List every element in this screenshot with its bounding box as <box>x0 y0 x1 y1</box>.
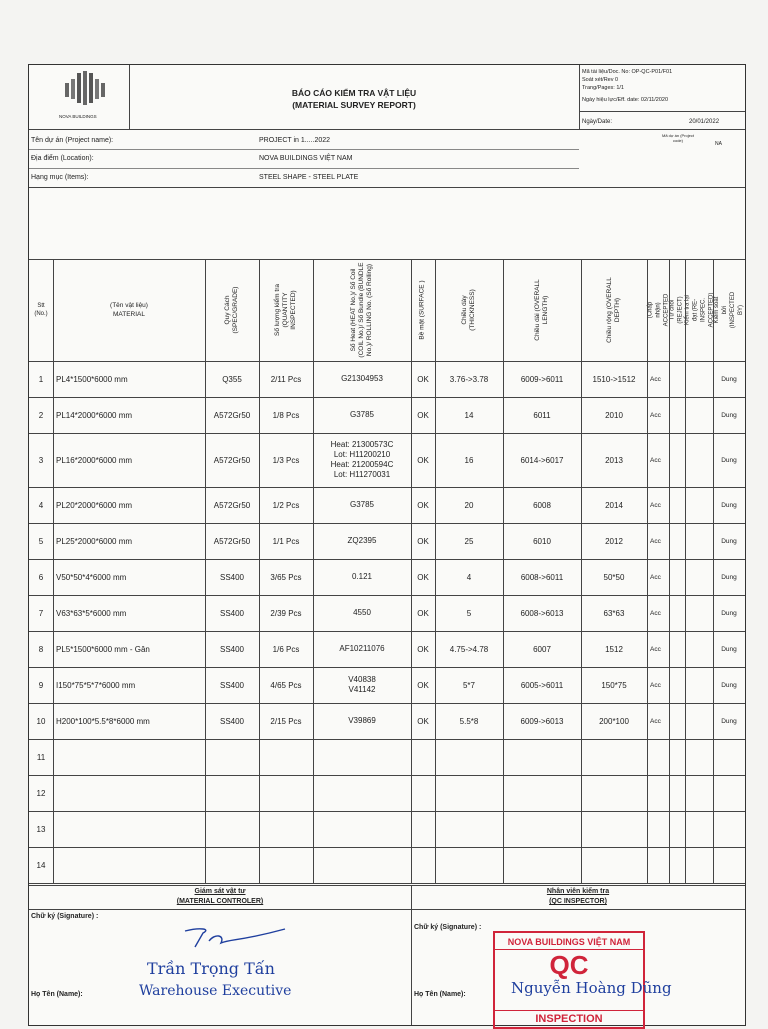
cell-depth: 2013 <box>605 455 623 465</box>
cell-heat <box>313 703 411 739</box>
cell-thickness <box>435 811 503 847</box>
material-controller-title-vi: Giám sát vật tư <box>194 888 246 895</box>
cell-no: 2 <box>38 410 44 420</box>
cell-spec <box>205 775 259 811</box>
cell-qty: 1/8 Pcs <box>272 410 300 420</box>
cell-reject <box>669 631 685 667</box>
cell-spec: SS400 <box>219 572 245 582</box>
cell-reinspec <box>685 667 713 703</box>
cell-reinspec <box>685 811 713 847</box>
cell-surface: OK <box>417 680 429 690</box>
cell-reinspec <box>685 487 713 523</box>
cell-length: 6014->6017 <box>520 455 564 465</box>
col-header-inspected-by: Kiểm soát bởi (INSPECTED BY) <box>714 291 745 329</box>
col-header-accepted: (Chấp nhận) ACCEPTED <box>647 293 670 327</box>
cell-inspected-by: Dung <box>721 573 737 581</box>
cell-qty <box>259 775 313 811</box>
cell-length: 6009->6013 <box>520 716 564 726</box>
cell-qty: 1/3 Pcs <box>272 455 300 465</box>
cell-reject <box>669 775 685 811</box>
heat-number: G21304953 <box>341 374 383 383</box>
cell-accepted: Acc <box>650 681 661 689</box>
cell-surface: OK <box>417 410 429 420</box>
cell-no: 12 <box>36 788 46 798</box>
left-signature-label: Chữ ký (Signature) : <box>31 913 99 920</box>
cell-heat <box>313 397 411 433</box>
heat-number: V39869 <box>348 716 376 725</box>
cell-qty: 3/65 Pcs <box>270 572 302 582</box>
col-header-length: Chiều dài (OVERALL LENGTH) <box>534 279 549 341</box>
cell-inspected-by <box>713 847 745 883</box>
cell-no: 13 <box>36 824 46 834</box>
cell-reject <box>669 739 685 775</box>
cell-depth: 200*100 <box>599 716 629 726</box>
cell-no: 1 <box>38 374 44 384</box>
cell-reject <box>669 703 685 739</box>
col-header-qty: Số lượng kiểm tra (QUANTITY INSPECTED) <box>274 284 297 336</box>
heat-number: 4550 <box>353 608 371 617</box>
heat-number: G3785 <box>349 500 375 509</box>
cell-no: 7 <box>38 608 44 618</box>
col-header-surface: Bề mặt (SURFACE ) <box>419 280 427 340</box>
cell-depth <box>581 847 647 883</box>
cell-spec: A572Gr50 <box>213 410 251 420</box>
cell-no: 6 <box>38 572 44 582</box>
left-signer-role: Warehouse Executive <box>139 983 292 999</box>
cell-length: 6010 <box>533 536 551 546</box>
project-name-label: Tên dự án (Project name): <box>31 137 114 144</box>
cell-thickness: 5*7 <box>462 680 475 690</box>
cell-material: V50*50*4*6000 mm <box>56 572 127 582</box>
cell-thickness: 5 <box>466 608 472 618</box>
cell-thickness <box>435 775 503 811</box>
cell-qty: 2/11 Pcs <box>270 374 302 384</box>
date-value: 20/01/2022 <box>689 119 720 125</box>
cell-surface <box>411 775 435 811</box>
right-name-label: Họ Tên (Name): <box>414 991 466 998</box>
stamp-company: NOVA BUILDINGS VIỆT NAM <box>495 937 643 950</box>
cell-reject <box>669 397 685 433</box>
stamp-qc: QC <box>549 950 589 980</box>
cell-spec: SS400 <box>219 716 245 726</box>
cell-inspected-by: Dung <box>721 456 737 464</box>
cell-material: PL16*2000*6000 mm <box>56 455 133 465</box>
cell-reinspec <box>685 775 713 811</box>
cell-qty: 1/2 Pcs <box>272 500 300 510</box>
qc-inspector-title-en: (QC INSPECTOR) <box>549 898 607 905</box>
cell-length: 6008 <box>533 500 551 510</box>
cell-surface: OK <box>417 374 429 384</box>
cell-length <box>503 847 581 883</box>
cell-depth: 2014 <box>605 500 623 510</box>
cell-depth: 1512 <box>605 644 623 654</box>
cell-reinspec <box>685 739 713 775</box>
cell-reject <box>669 433 685 487</box>
col-header-thickness: Chiều dày (THICKNESS) <box>461 289 476 331</box>
cell-surface: OK <box>417 608 429 618</box>
items-value: STEEL SHAPE - STEEL PLATE <box>259 174 359 181</box>
cell-reinspec <box>685 523 713 559</box>
cell-no: 10 <box>36 716 46 726</box>
col-header-reject: Từ chối (REJECT) <box>670 296 685 324</box>
cell-accepted: Acc <box>650 411 661 419</box>
cell-length <box>503 775 581 811</box>
cell-depth: 2012 <box>605 536 623 546</box>
heat-number: 0.121 <box>351 572 373 581</box>
cell-surface: OK <box>417 572 429 582</box>
cell-spec: A572Gr50 <box>213 455 251 465</box>
col-header-depth: Chiều rộng (OVERALL DEPTH) <box>606 277 621 343</box>
cell-heat <box>313 487 411 523</box>
cell-thickness <box>435 739 503 775</box>
cell-qty: 4/65 Pcs <box>270 680 302 690</box>
cell-material: V63*63*5*6000 mm <box>56 608 127 618</box>
cell-no: 4 <box>38 500 44 510</box>
cell-reinspec <box>685 361 713 397</box>
cell-heat <box>313 847 411 883</box>
cell-qty: 2/15 Pcs <box>270 716 302 726</box>
cell-spec <box>205 739 259 775</box>
cell-heat <box>313 361 411 397</box>
cell-no: 11 <box>36 752 46 762</box>
cell-no: 9 <box>38 680 44 690</box>
cell-accepted <box>647 811 669 847</box>
cell-depth: 63*63 <box>603 608 625 618</box>
cell-inspected-by: Dung <box>721 501 737 509</box>
cell-inspected-by: Dung <box>721 537 737 545</box>
col-header-heat: Số Heat (HEAT No.)/ Số Coil (COIL No.)/ Số Bundle (BUNDLE No.)/ ROLLING No. (Số Rolling) <box>350 262 373 358</box>
cell-thickness: 25 <box>464 536 474 546</box>
cell-reinspec <box>685 703 713 739</box>
cell-qty <box>259 811 313 847</box>
cell-reinspec <box>685 397 713 433</box>
cell-inspected-by <box>713 811 745 847</box>
cell-inspected-by: Dung <box>721 609 737 617</box>
cell-material: I150*75*5*7*6000 mm <box>56 680 136 690</box>
col-header-reinspec: Kiểm tra lại đạt (RE-INSPEC. ACCEPTED) <box>684 292 715 328</box>
cell-inspected-by: Dung <box>721 717 737 725</box>
cell-thickness <box>435 847 503 883</box>
cell-surface: OK <box>417 644 429 654</box>
cell-surface <box>411 739 435 775</box>
heat-number: V40838 <box>348 675 376 684</box>
cell-surface <box>411 847 435 883</box>
cell-no: 3 <box>38 455 44 465</box>
cell-surface: OK <box>417 716 429 726</box>
heat-number: V41142 <box>348 685 376 694</box>
right-signer-name: Nguyễn Hoàng Dũng <box>511 979 672 997</box>
cell-spec <box>205 811 259 847</box>
cell-length: 6008->6011 <box>520 572 564 582</box>
location-value: NOVA BUILDINGS VIỆT NAM <box>259 155 353 162</box>
cell-inspected-by <box>713 739 745 775</box>
cell-heat <box>313 631 411 667</box>
cell-depth: 50*50 <box>603 572 625 582</box>
cell-reinspec <box>685 631 713 667</box>
cell-accepted: Acc <box>650 609 661 617</box>
report-sheet <box>28 64 746 1026</box>
cell-heat <box>313 775 411 811</box>
left-signer-name: Trần Trọng Tấn <box>147 959 275 978</box>
cell-spec: Q355 <box>222 374 242 384</box>
cell-spec: SS400 <box>219 644 245 654</box>
cell-spec: SS400 <box>219 680 245 690</box>
cell-accepted <box>647 775 669 811</box>
col-header-spec: Quy Cách (SPEC/GRADE) <box>224 286 239 334</box>
cell-depth: 2010 <box>605 410 623 420</box>
cell-material <box>53 739 205 775</box>
cell-spec: A572Gr50 <box>213 500 251 510</box>
cell-length <box>503 739 581 775</box>
items-label: Hạng mục (Items): <box>31 174 89 181</box>
project-name-value: PROJECT in 1.....2022 <box>259 137 331 144</box>
heat-number: Heat: 21200594C <box>330 460 394 469</box>
cell-reinspec <box>685 559 713 595</box>
cell-length: 6011 <box>533 410 551 420</box>
right-signature-label: Chữ ký (Signature) : <box>414 924 482 931</box>
cell-material: PL4*1500*6000 mm <box>56 374 128 384</box>
cell-no: 8 <box>38 644 44 654</box>
col-header-stt: Stt (No.) <box>34 303 48 317</box>
cell-spec: SS400 <box>219 608 245 618</box>
cell-reject <box>669 595 685 631</box>
cell-accepted <box>647 739 669 775</box>
cell-thickness: 3.76->3.78 <box>449 374 489 384</box>
cell-inspected-by: Dung <box>721 411 737 419</box>
report-title-en: (MATERIAL SURVEY REPORT) <box>292 100 416 110</box>
heat-number: G3785 <box>349 410 375 419</box>
cell-reject <box>669 559 685 595</box>
revision: Soát xét/Rev 0 <box>582 77 619 83</box>
cell-reject <box>669 361 685 397</box>
cell-qty: 1/1 Pcs <box>272 536 300 546</box>
cell-inspected-by <box>713 775 745 811</box>
cell-material: PL14*2000*6000 mm <box>56 410 133 420</box>
cell-qty: 2/39 Pcs <box>270 608 302 618</box>
cell-heat <box>313 433 411 487</box>
cell-reject <box>669 523 685 559</box>
cell-inspected-by: Dung <box>721 645 737 653</box>
cell-material: PL5*1500*6000 mm - Gân <box>56 644 150 654</box>
date-label: Ngày/Date: <box>582 119 613 125</box>
cell-thickness: 16 <box>464 455 474 465</box>
cell-thickness: 4.75->4.78 <box>449 644 489 654</box>
cell-surface <box>411 811 435 847</box>
cell-depth <box>581 775 647 811</box>
cell-reinspec <box>685 433 713 487</box>
cell-accepted: Acc <box>650 456 661 464</box>
logo-caption: NOVA BUILDINGS <box>59 114 97 119</box>
stamp-inspection: INSPECTION <box>495 1010 643 1027</box>
cell-spec: A572Gr50 <box>213 536 251 546</box>
left-name-label: Họ Tên (Name): <box>31 991 83 998</box>
cell-qty: 1/6 Pcs <box>272 644 300 654</box>
cell-accepted: Acc <box>650 501 661 509</box>
cell-material <box>53 847 205 883</box>
cell-qty <box>259 739 313 775</box>
cell-length: 6008->6013 <box>520 608 564 618</box>
cell-reinspec <box>685 595 713 631</box>
cell-reject <box>669 487 685 523</box>
cell-length <box>503 811 581 847</box>
left-signature-scribble <box>181 923 291 951</box>
location-label: Địa điểm (Location): <box>31 155 94 162</box>
cell-accepted: Acc <box>650 645 661 653</box>
cell-thickness: 5.5*8 <box>459 716 479 726</box>
heat-number: Lot: H11270031 <box>333 470 391 479</box>
cell-accepted: Acc <box>650 573 661 581</box>
cell-surface: OK <box>417 455 429 465</box>
cell-material <box>53 811 205 847</box>
qc-inspector-title-vi: Nhân viên kiểm tra <box>546 888 610 895</box>
cell-reject <box>669 847 685 883</box>
cell-qty <box>259 847 313 883</box>
cell-heat <box>313 667 411 703</box>
cell-inspected-by: Dung <box>721 375 737 383</box>
page-count: Trang/Pages: 1/1 <box>582 85 624 91</box>
effective-date: Ngày hiệu lực/Eff. date: 02/11/2020 <box>582 97 669 103</box>
cell-reject <box>669 811 685 847</box>
heat-number: Lot: H11200210 <box>333 450 391 459</box>
doc-number: Mã tài liệu/Doc. No: OP-QC-P01/F01 <box>582 69 673 75</box>
cell-material <box>53 775 205 811</box>
cell-inspected-by: Dung <box>721 681 737 689</box>
cell-depth <box>581 811 647 847</box>
cell-heat <box>313 523 411 559</box>
col-header-material: (Tên vật liệu) MATERIAL <box>110 302 148 318</box>
cell-length: 6005->6011 <box>520 680 564 690</box>
heat-number: Heat: 21300573C <box>330 440 394 449</box>
cell-accepted: Acc <box>650 375 661 383</box>
cell-accepted: Acc <box>650 717 661 725</box>
cell-no: 14 <box>36 860 46 870</box>
cell-spec <box>205 847 259 883</box>
project-code-label: Mã dự án (Project code) <box>661 133 695 143</box>
cell-surface: OK <box>417 536 429 546</box>
cell-material: PL20*2000*6000 mm <box>56 500 133 510</box>
cell-heat <box>313 595 411 631</box>
cell-depth: 150*75 <box>601 680 627 690</box>
cell-surface: OK <box>417 500 429 510</box>
cell-no: 5 <box>38 536 44 546</box>
cell-heat <box>313 739 411 775</box>
cell-length: 6007 <box>533 644 551 654</box>
cell-material: H200*100*5.5*8*6000 mm <box>56 716 150 726</box>
cell-depth <box>581 739 647 775</box>
cell-accepted: Acc <box>650 537 661 545</box>
cell-thickness: 4 <box>466 572 472 582</box>
cell-reject <box>669 667 685 703</box>
cell-reinspec <box>685 847 713 883</box>
cell-thickness: 20 <box>464 500 474 510</box>
cell-material: PL25*2000*6000 mm <box>56 536 133 546</box>
project-code-value: NA <box>715 141 722 147</box>
heat-number: AF10211076 <box>339 644 385 653</box>
cell-length: 6009->6011 <box>520 374 564 384</box>
cell-heat <box>313 811 411 847</box>
company-logo <box>63 71 107 105</box>
cell-accepted <box>647 847 669 883</box>
material-controller-title-en: (MATERIAL CONTROLER) <box>176 898 264 905</box>
report-title-vi: BÁO CÁO KIỂM TRA VẬT LIỆU <box>291 88 417 98</box>
heat-number: ZQ2395 <box>347 536 377 545</box>
cell-thickness: 14 <box>464 410 474 420</box>
cell-heat <box>313 559 411 595</box>
cell-depth: 1510->1512 <box>592 374 636 384</box>
